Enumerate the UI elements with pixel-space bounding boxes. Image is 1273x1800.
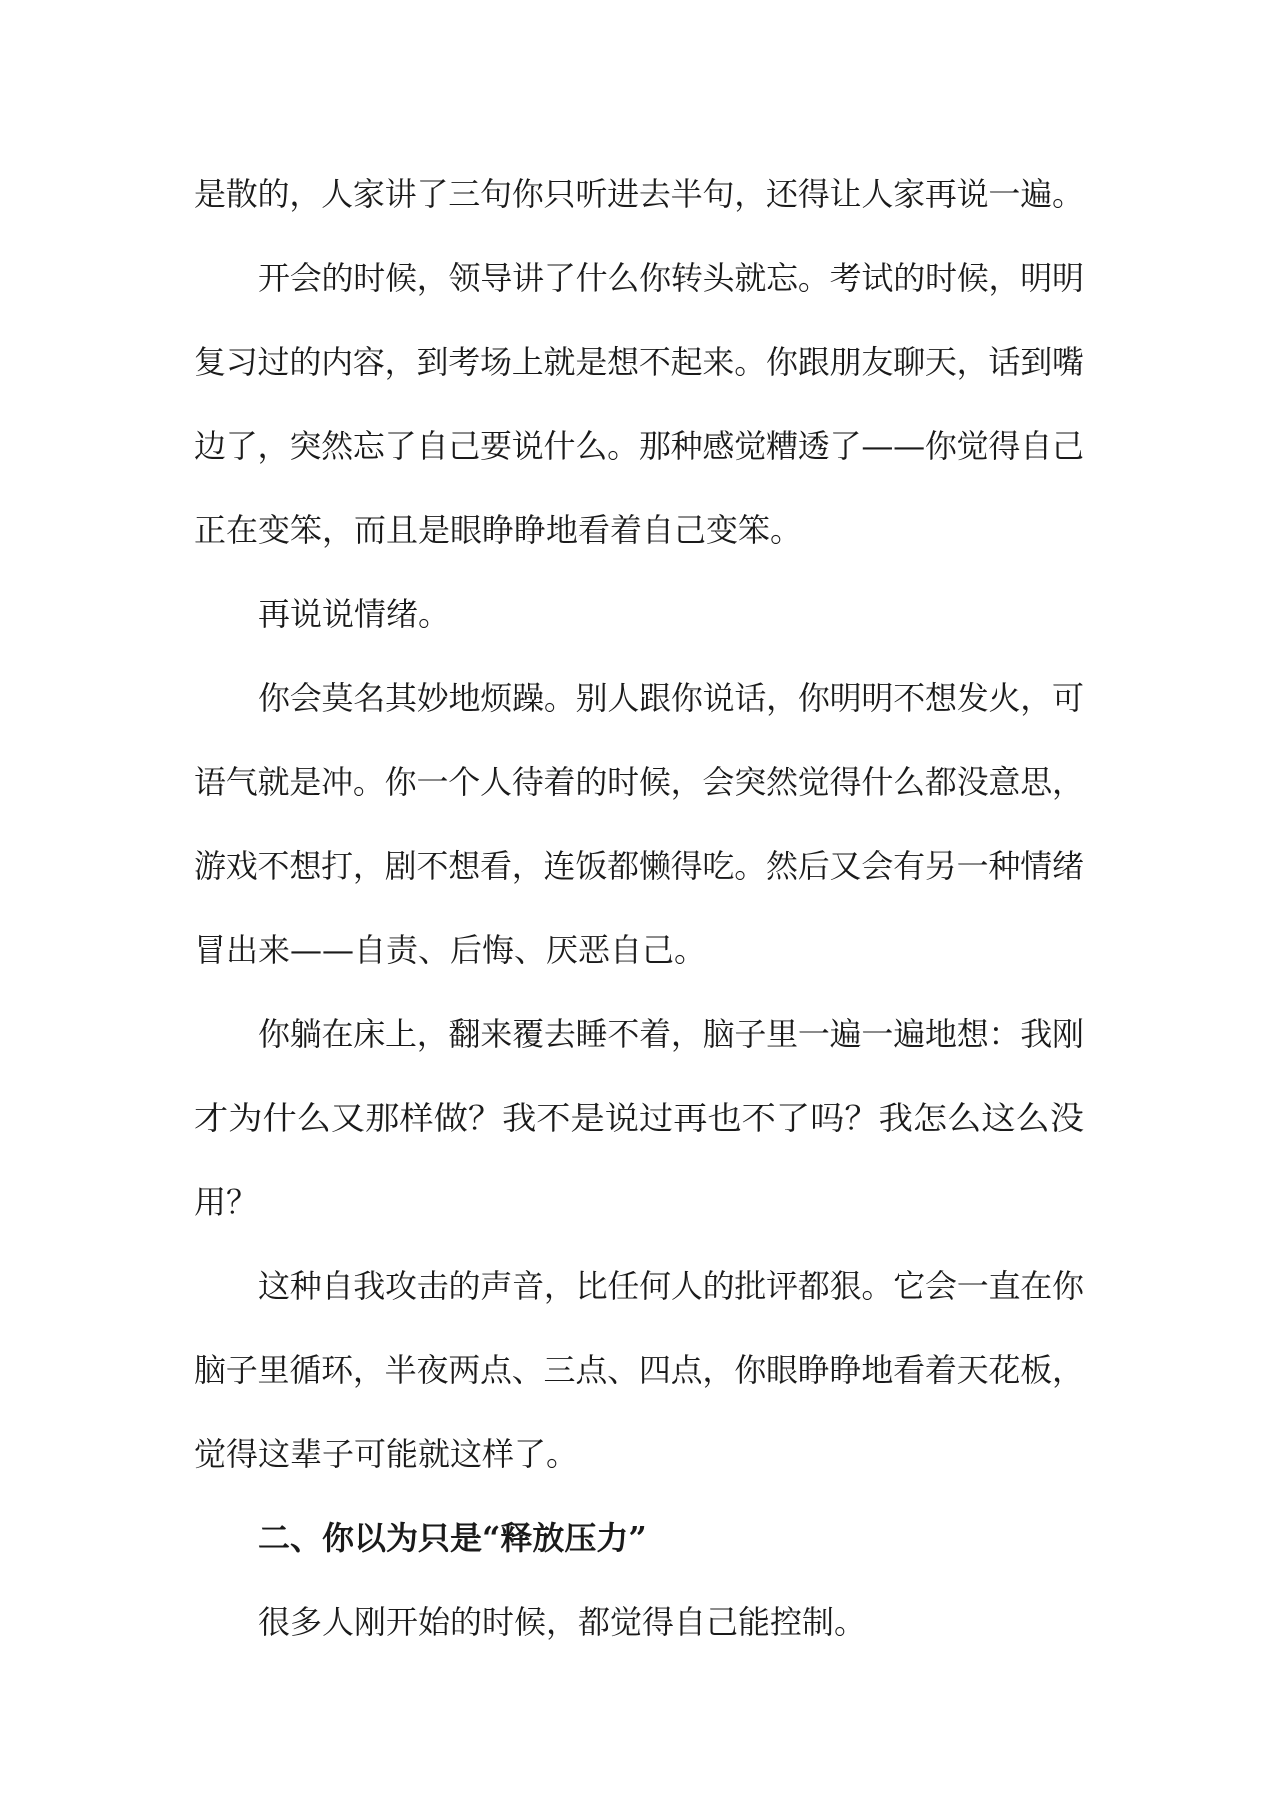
paragraph-line — [0, 594, 1273, 634]
line-text: 开会的时候，领导讲了什么你转头就忘。考试的时候，明明 — [258, 259, 1084, 297]
paragraph-line — [0, 1182, 1273, 1222]
line-text: 这种自我攻击的声音，比任何人的批评都狠。它会一直在你 — [258, 1267, 1084, 1305]
line-text: 边了，突然忘了自己要说什么。那种感觉糟透了——你觉得自己 — [194, 427, 1084, 465]
line-text: 正在变笨，而且是眼睁睁地看着自己变笨。 — [194, 511, 803, 549]
paragraph-line — [0, 1434, 1273, 1474]
paragraph-line — [0, 1098, 1273, 1138]
paragraph-line — [0, 1266, 1273, 1306]
line-text: 你躺在床上，翻来覆去睡不着，脑子里一遍一遍地想：我刚 — [258, 1015, 1084, 1053]
paragraph-line — [0, 1350, 1273, 1390]
paragraph-line — [0, 1014, 1273, 1054]
line-text: 游戏不想打，剧不想看，连饭都懒得吃。然后又会有另一种情绪 — [194, 847, 1084, 885]
line-text: 觉得这辈子可能就这样了。 — [194, 1435, 579, 1473]
paragraph-line — [0, 510, 1273, 550]
line-text: 复习过的内容，到考场上就是想不起来。你跟朋友聊天，话到嘴 — [194, 343, 1084, 381]
paragraph-line — [0, 930, 1273, 970]
line-text: 脑子里循环，半夜两点、三点、四点，你眼睁睁地看着天花板， — [194, 1351, 1084, 1389]
paragraph-line — [0, 174, 1273, 214]
line-text: 是散的，人家讲了三句你只听进去半句，还得让人家再说一遍。 — [194, 175, 1084, 213]
line-text: 语气就是冲。你一个人待着的时候，会突然觉得什么都没意思， — [194, 763, 1084, 801]
line-text: 冒出来——自责、后悔、厌恶自己。 — [194, 931, 707, 969]
paragraph-line — [0, 762, 1273, 802]
paragraph-line — [0, 342, 1273, 382]
paragraph-line — [0, 1602, 1273, 1642]
line-text: 很多人刚开始的时候，都觉得自己能控制。 — [258, 1603, 867, 1641]
heading-text: 二、你以为只是“释放压力” — [258, 1519, 647, 1557]
paragraph-line — [0, 846, 1273, 886]
paragraph-line — [0, 258, 1273, 298]
line-text: 再说说情绪。 — [258, 595, 451, 633]
paragraph-line — [0, 426, 1273, 466]
section-heading — [0, 1518, 1273, 1558]
line-text: 才为什么又那样做？我不是说过再也不了吗？我怎么这么没 — [194, 1099, 1084, 1137]
line-text: 你会莫名其妙地烦躁。别人跟你说话，你明明不想发火，可 — [258, 679, 1084, 717]
line-text: 用？ — [194, 1183, 259, 1221]
paragraph-line — [0, 678, 1273, 718]
